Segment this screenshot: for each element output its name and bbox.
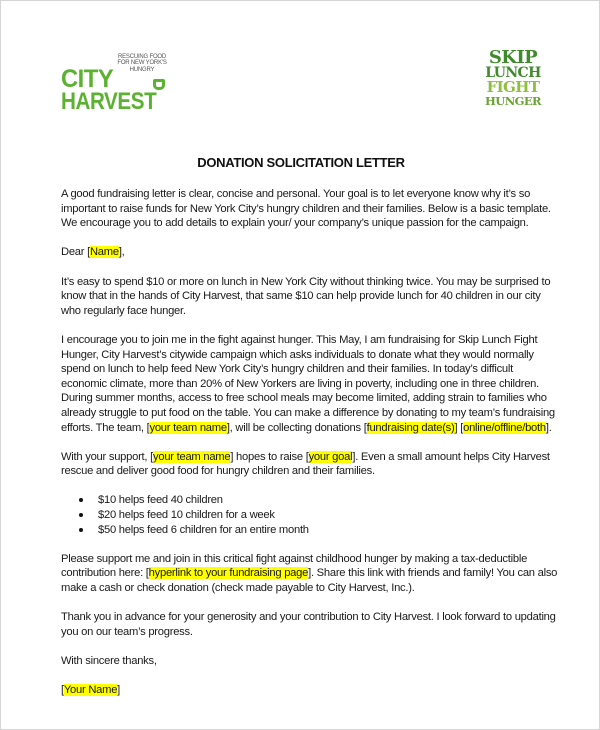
list-item: $10 helps feed 40 children (98, 493, 561, 508)
city-harvest-logo-line1: CITY (61, 65, 114, 93)
paragraph-3-prefix: With your support, [ (61, 450, 153, 463)
goal-placeholder: your goal (308, 450, 353, 463)
paragraph-3-mid: ] hopes to raise [ (230, 450, 309, 463)
intro-paragraph: A good fundraising letter is clear, concise and personal. Your goal is to let everyone know why it’s so important to raise funds for New York City’s hungry children and their families. Below is a basic template. We encourage you to add details to explain your/ your company’s unique passion for the campaign. (61, 188, 551, 230)
paragraph-4-prefix: Please support me and join in this critical fight against childhood hunger by making a tax-deductible contribution here: [ (61, 552, 528, 580)
city-harvest-logo (61, 53, 171, 113)
paragraph-2-text: I encourage you to join me in the fight against hunger. This May, I am fundraising for Skip Lunch Fight Hunger, City Harvest’s citywide campaign which asks individuals to donate what they would normally spend on lunch to help feed New York City’s hungry children and their families. In today’s difficult economic climate, more than 20% of New Yorkers are living in poverty, including one in three children. During summer months, access to free school meals may become limited, adding strain to families who already struggle to put food on the table. You can make a difference by donating to my team’s fundraising efforts. The team, [ (61, 333, 555, 434)
your-name-placeholder: Your Name (63, 684, 118, 697)
city-harvest-tagline: RESCUING FOOD FOR NEW YORK'S HUNGRY (117, 54, 167, 73)
skip-lunch-logo-line1: SKIP (488, 47, 538, 68)
name-placeholder: Name (89, 246, 119, 259)
fundraising-link-placeholder: hyperlink to your fundraising page (148, 567, 309, 580)
paragraph-3 (61, 450, 561, 479)
paragraph-5: Thank you in advance for your generosity and your contribution to City Harvest. I look forward to updating you on our team’s progress. (61, 611, 556, 638)
salutation-prefix: Dear [ (61, 246, 90, 259)
paragraph-2-end: ]. (545, 421, 552, 434)
team-name-placeholder: your team name (149, 421, 227, 434)
paragraph-2-mid: ], will be collecting donations [ (226, 421, 367, 434)
paragraph-2-mid2: ] [ (454, 421, 464, 434)
page-title: DONATION SOLICITATION LETTER (197, 155, 405, 170)
paragraph-2 (61, 333, 561, 435)
paragraph-4-end: ]. Share this link with friends and family! You can also make a cash or check donation (check made payable to City Harvest, Inc.). (61, 567, 558, 595)
city-harvest-logo-line2: HARVEST (61, 88, 157, 115)
list-item: $50 helps feed 6 children for an entire month (98, 523, 561, 538)
list-item: $20 helps feed 10 children for a week (98, 508, 561, 523)
skip-lunch-logo-line3: FIGHT (486, 78, 540, 96)
signature-prefix: [ (61, 684, 64, 697)
paragraph-4 (61, 552, 561, 596)
letter-body (61, 187, 561, 712)
skip-lunch-logo-line2: LUNCH (485, 65, 541, 81)
salutation (61, 245, 561, 260)
closing: With sincere thanks, (61, 655, 157, 667)
team-name-placeholder: your team name (153, 450, 231, 463)
donation-mode-placeholder: online/offline/both (463, 421, 546, 434)
fundraising-date-placeholder: fundraising date(s) (366, 421, 455, 434)
salutation-suffix: ], (118, 246, 125, 259)
signature (61, 683, 561, 698)
skip-lunch-fight-hunger-logo (473, 49, 553, 113)
paragraph-3-end: ]. Even a small amount helps City Harvest rescue and deliver good food for hungry children and their families. (61, 450, 550, 478)
paragraph-1: It’s easy to spend $10 or more on lunch in New York City without thinking twice. You may be surprised to know that in the hands of City Harvest, that same $10 can help provide lunch for 40 children in our city who regularly face hunger. (61, 275, 551, 317)
signature-suffix: ] (117, 684, 121, 697)
skip-lunch-logo-line4: HUNGER (485, 94, 541, 108)
donation-impact-list (61, 493, 561, 537)
